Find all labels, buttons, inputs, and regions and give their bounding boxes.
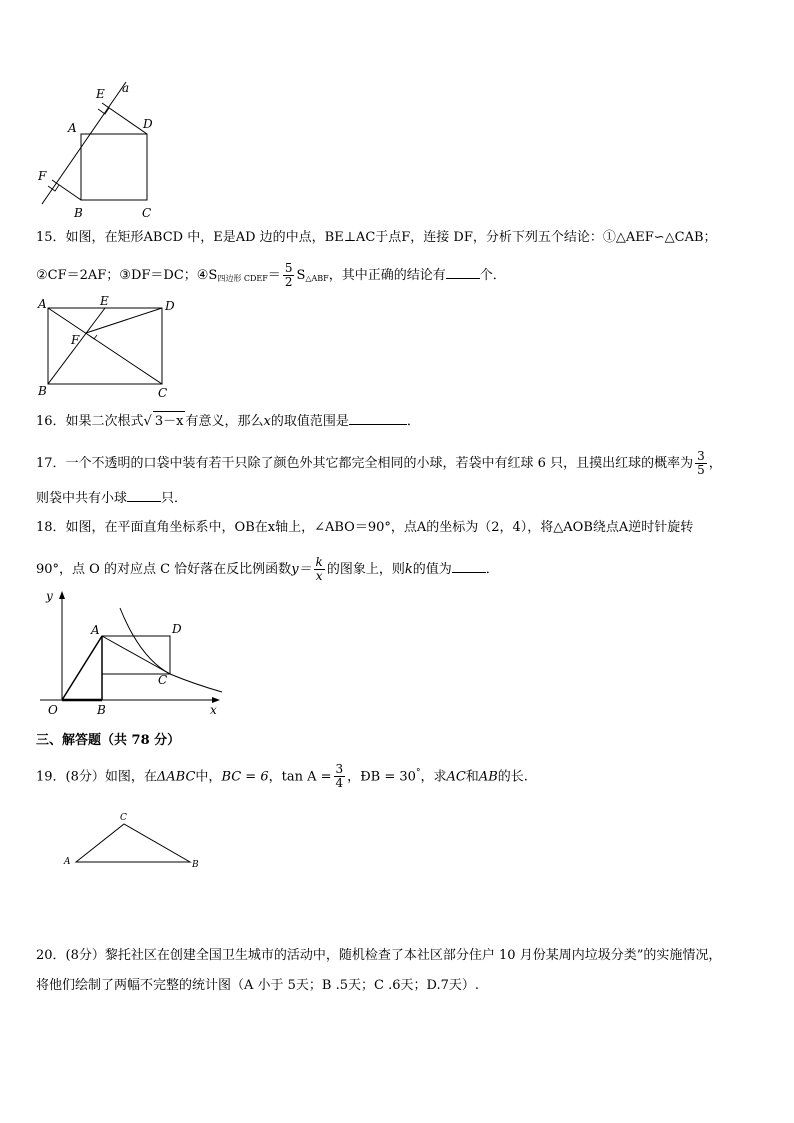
q17-line2-a: 则袋中共有小球	[36, 491, 128, 506]
segment-bf	[52, 180, 81, 200]
segment-oa	[62, 636, 102, 700]
q18-k: k	[404, 562, 413, 577]
q15-part-a: ②CF＝2AF；③DF＝DC；④S	[36, 268, 218, 283]
q19-part-e: ，求	[420, 769, 447, 785]
q15-line1: 15．如图，在矩形ABCD 中，E是AD 边的中点，BE⊥AC于点F，连接 DF，分析下列五个结论：①△AEF∽△CAB；	[36, 230, 717, 245]
line-a	[42, 82, 126, 204]
label-b: B	[74, 206, 83, 220]
q17-frac-den: 5	[697, 463, 705, 477]
label-f: F	[38, 169, 47, 183]
label-a-line: a	[122, 81, 130, 95]
q19-angle: ÐB = 30	[360, 769, 416, 785]
q19-ac: AC	[446, 769, 466, 785]
q18-line2-c: 的值为	[412, 562, 452, 577]
q18-frac-den: x	[315, 569, 323, 583]
q19-part-f: 的长.	[497, 769, 528, 785]
q18-answer-blank[interactable]	[452, 558, 486, 573]
label-a2: A	[38, 297, 47, 311]
label-b2: B	[38, 384, 47, 398]
label-e: E	[96, 87, 105, 101]
q15-sub2: △ABF	[305, 274, 329, 283]
q19-bc: BC = 6	[221, 769, 269, 785]
q16-part-c: 的取值范围是	[270, 414, 349, 429]
q18-line1: 18．如图，在平面直角坐标系中，OB在x轴上，∠ABO＝90°，点A的坐标为（2，4），将△AOB绕点A逆时针旋转	[36, 520, 694, 535]
label-c2: C	[158, 386, 168, 400]
label-b3: B	[97, 703, 106, 717]
q20-line1: 20．(8分）黎托社区在创建全国卫生城市的活动中，随机检查了本社区部分住户 10 月份某周内垃圾分类”的实施情况，	[36, 948, 722, 963]
q18-fraction	[314, 556, 325, 583]
q15-answer-blank[interactable]	[446, 264, 480, 279]
label-f2: F	[71, 333, 80, 347]
label-o: O	[48, 703, 58, 717]
q19-part-c: ，	[268, 769, 282, 785]
y-axis-arrow	[59, 591, 65, 599]
q15-sub1: 四边形 CDEF	[217, 274, 268, 283]
q19-tri: ΔABC	[156, 769, 196, 785]
q15-frac-num: 5	[284, 261, 293, 275]
q15-part-d: 个．	[479, 268, 506, 283]
segment-de	[102, 103, 147, 134]
q18-line2-d: ．	[485, 562, 499, 577]
figure-q19	[58, 808, 208, 874]
right-angle-f2	[90, 335, 97, 339]
figure-q14	[30, 76, 170, 224]
square-abcd	[81, 134, 147, 200]
radical-sign: √	[143, 414, 152, 429]
q15-part-c: ，其中正确的结论有	[328, 268, 446, 283]
q16-line	[36, 410, 420, 432]
q18-line2	[36, 556, 499, 583]
q19-tan: tan A =	[281, 769, 332, 785]
q16-part-b: 有意义，那么	[185, 414, 264, 429]
q19-line	[36, 763, 528, 790]
q19-ab: AB	[478, 769, 498, 785]
triangle-abc	[76, 824, 190, 862]
q18-frac-num: k	[315, 555, 323, 569]
label-a3: A	[91, 623, 100, 637]
label-c3: C	[158, 673, 168, 687]
q18-line2-b: 的图象上，则	[326, 562, 405, 577]
label-y: y	[46, 589, 53, 603]
q18-y-eq: y＝	[291, 562, 312, 577]
q17-part-a: 17．一个不透明的口袋中装有若干只除了颜色外其它都完全相同的小球，若袋中有红球 6 只，且摸出红球的概率为	[36, 456, 694, 471]
hyperbola-curve	[120, 608, 222, 692]
q15-eq: ＝	[267, 268, 281, 283]
q19-fraction	[334, 763, 346, 790]
q17-answer-blank[interactable]	[127, 487, 161, 502]
q19-and: 和	[465, 769, 479, 785]
q15-fraction	[283, 262, 295, 289]
label-c4: C	[120, 813, 127, 823]
segment-ac	[102, 636, 170, 674]
diagonal-ac	[48, 308, 162, 384]
q18-line2-a: 90°，点 O 的对应点 C 恰好落在反比例函数	[36, 562, 292, 577]
q17-line1	[36, 450, 722, 477]
q17-line2-b: 只．	[161, 491, 188, 506]
q19-part-d: ，	[347, 769, 361, 785]
label-b4: B	[192, 860, 199, 870]
q16-answer-blank[interactable]	[349, 410, 407, 425]
q15-frac-den: 2	[284, 275, 293, 289]
figure-q18	[36, 588, 226, 718]
q15-part-b: S	[296, 268, 306, 283]
q16-part-d: ．	[406, 414, 420, 429]
q17-line2	[36, 487, 187, 509]
q16-radicand: 3－x	[153, 411, 186, 432]
q17-part-b: ，	[708, 456, 722, 471]
q19-frac-num: 3	[335, 762, 344, 777]
label-d2: D	[165, 299, 175, 313]
q19-part-a: 19．(8分）如图，在	[36, 769, 157, 785]
segment-df	[86, 308, 162, 333]
label-x: x	[210, 703, 217, 717]
q19-frac-den: 4	[335, 776, 344, 791]
label-a: A	[68, 121, 77, 135]
q17-fraction	[695, 450, 707, 477]
label-a4: A	[64, 857, 71, 867]
label-c: C	[142, 206, 152, 220]
label-d: D	[143, 117, 153, 131]
q15-line2	[36, 262, 506, 289]
q19-deg: °	[415, 768, 421, 778]
section-3-title: 三、解答题（共 78 分）	[36, 733, 181, 748]
q16-part-a: 16．如果二次根式	[36, 414, 144, 429]
q20-line2: 将他们绘制了两幅不完整的统计图（A 小于 5天；B .5天；C .6天；D.7天）.	[36, 978, 479, 993]
label-e2: E	[100, 296, 109, 308]
q17-frac-num: 3	[697, 449, 705, 463]
figure-q15	[34, 296, 184, 400]
q19-part-b: 中，	[195, 769, 222, 785]
label-d3: D	[172, 622, 182, 636]
q16-var: x	[263, 414, 271, 429]
